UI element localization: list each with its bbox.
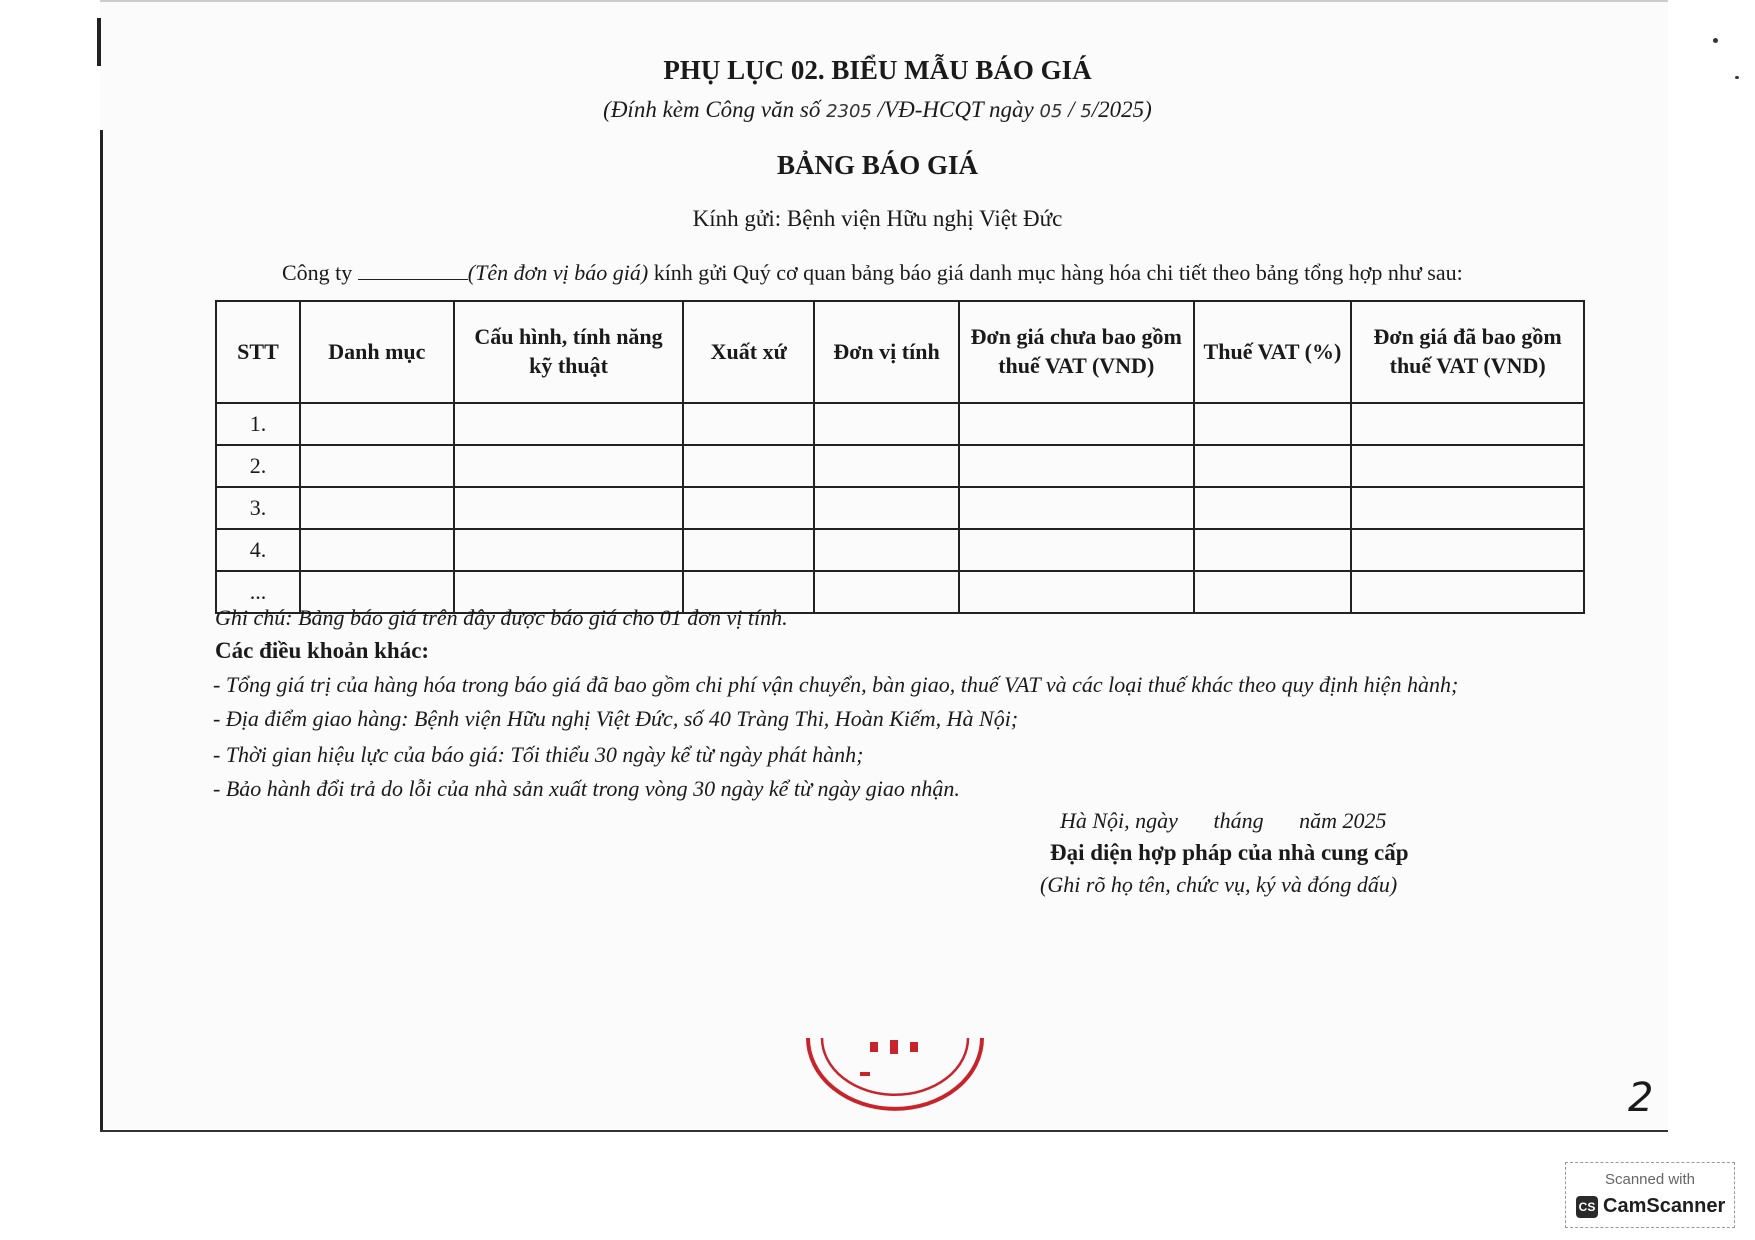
intro-rest: kính gửi Quý cơ quan bảng báo giá danh mục hàng hóa chi tiết theo bảng tổng hợp như sau:	[653, 260, 1463, 285]
cell-unit	[814, 571, 959, 613]
cell-price-excl	[959, 571, 1194, 613]
handwritten-day: 05	[1039, 101, 1063, 122]
cell-vat	[1194, 445, 1352, 487]
cell-category	[300, 445, 454, 487]
speck	[1713, 38, 1718, 43]
cell-vat	[1194, 403, 1352, 445]
subtitle-year: /2025)	[1091, 97, 1152, 122]
camscanner-logo-icon: CS	[1576, 1196, 1598, 1218]
term-item: - Tổng giá trị của hàng hóa trong báo giá đã bao gồm chi phí vận chuyển, bàn giao, thuế VAT và các loại thuế khác theo quy định hiện hành;	[213, 672, 1459, 697]
page-left-edge	[100, 130, 103, 1130]
header-origin: Xuất xứ	[683, 301, 814, 403]
cell-price-incl	[1351, 571, 1584, 613]
page-bottom-edge	[100, 1130, 1668, 1132]
term-item: - Địa điểm giao hàng: Bệnh viện Hữu nghị Việt Đức, số 40 Tràng Thi, Hoàn Kiếm, Hà Nội;	[213, 706, 1019, 731]
cell-unit	[814, 529, 959, 571]
cell-price-excl	[959, 529, 1194, 571]
subtitle-mid: /VĐ-HCQT ngày	[877, 97, 1034, 122]
cell-spec	[454, 403, 684, 445]
handwritten-month: 5	[1080, 101, 1092, 122]
scanned-with-label: Scanned with	[1604, 1171, 1696, 1188]
cell-category	[300, 487, 454, 529]
camscanner-watermark	[1565, 1162, 1735, 1228]
row-number: 3.	[216, 487, 300, 529]
cell-spec	[454, 445, 684, 487]
row-number: ...	[216, 571, 300, 613]
table-header-row	[216, 301, 1584, 403]
recipient-line: Kính gửi: Bệnh viện Hữu nghị Việt Đức	[692, 206, 1063, 231]
header-category: Danh mục	[300, 301, 454, 403]
handwritten-page-mark: 2	[1628, 1075, 1654, 1121]
document-subtitle	[0, 97, 1755, 123]
cell-price-excl	[959, 403, 1194, 445]
page-top-edge	[100, 0, 1668, 2]
cell-spec	[454, 529, 684, 571]
date-year-label: năm 2025	[1299, 808, 1387, 833]
cell-origin	[683, 403, 814, 445]
terms-title: Các điều khoản khác:	[215, 638, 430, 663]
date-day-label: Hà Nội, ngày	[1060, 808, 1178, 833]
subtitle-prefix: (Đính kèm Công văn số	[603, 97, 821, 122]
header-vat: Thuế VAT (%)	[1194, 301, 1352, 403]
intro-company: Công ty	[282, 260, 353, 285]
note-line: Ghi chú: Bảng báo giá trên đây được báo giá cho 01 đơn vị tính.	[215, 605, 788, 630]
document-title: PHỤ LỤC 02. BIỂU MẪU BÁO GIÁ	[663, 55, 1092, 85]
header-stt: STT	[216, 301, 300, 403]
cell-category	[300, 529, 454, 571]
quote-heading: BẢNG BÁO GIÁ	[776, 150, 979, 180]
cell-origin	[683, 445, 814, 487]
cell-price-incl	[1351, 403, 1584, 445]
cell-price-incl	[1351, 487, 1584, 529]
cell-price-incl	[1351, 445, 1584, 487]
row-number: 2.	[216, 445, 300, 487]
cell-category	[300, 403, 454, 445]
cell-origin	[683, 529, 814, 571]
header-price-incl-vat: Đơn giá đã bao gồm thuế VAT (VND)	[1351, 301, 1584, 403]
quote-table	[215, 300, 1585, 614]
row-number: 1.	[216, 403, 300, 445]
cell-vat	[1194, 487, 1352, 529]
header-unit: Đơn vị tính	[814, 301, 959, 403]
intro-placeholder: (Tên đơn vị báo giá)	[467, 260, 649, 285]
cell-vat	[1194, 571, 1352, 613]
cell-vat	[1194, 529, 1352, 571]
term-item: - Bảo hành đổi trả do lỗi của nhà sản xuất trong vòng 30 ngày kể từ ngày giao nhận.	[213, 776, 960, 801]
cell-unit	[814, 487, 959, 529]
table-row	[216, 445, 1584, 487]
date-month-label: tháng	[1213, 808, 1264, 833]
cell-unit	[814, 445, 959, 487]
header-spec: Cấu hình, tính năng kỹ thuật	[454, 301, 684, 403]
handwritten-number: 2305	[826, 101, 872, 122]
intro-line	[282, 260, 1463, 286]
representative-label: Đại diện hợp pháp của nhà cung cấp	[1050, 840, 1409, 865]
table-row	[216, 403, 1584, 445]
subtitle-separator: /	[1068, 97, 1075, 122]
table-row	[216, 529, 1584, 571]
camscanner-name: CamScanner	[1603, 1195, 1726, 1217]
cell-price-excl	[959, 445, 1194, 487]
cell-unit	[814, 403, 959, 445]
header-price-excl-vat: Đơn giá chưa bao gồm thuế VAT (VND)	[959, 301, 1194, 403]
signature-hint: (Ghi rõ họ tên, chức vụ, ký và đóng dấu)	[1040, 872, 1398, 897]
row-number: 4.	[216, 529, 300, 571]
table-row	[216, 487, 1584, 529]
red-stamp-icon	[800, 1030, 990, 1130]
cell-price-incl	[1351, 529, 1584, 571]
cell-price-excl	[959, 487, 1194, 529]
signature-date	[1060, 808, 1416, 834]
cell-origin	[683, 487, 814, 529]
term-item: - Thời gian hiệu lực của báo giá: Tối thiểu 30 ngày kể từ ngày phát hành;	[213, 742, 864, 767]
cell-spec	[454, 487, 684, 529]
company-blank	[358, 261, 468, 280]
